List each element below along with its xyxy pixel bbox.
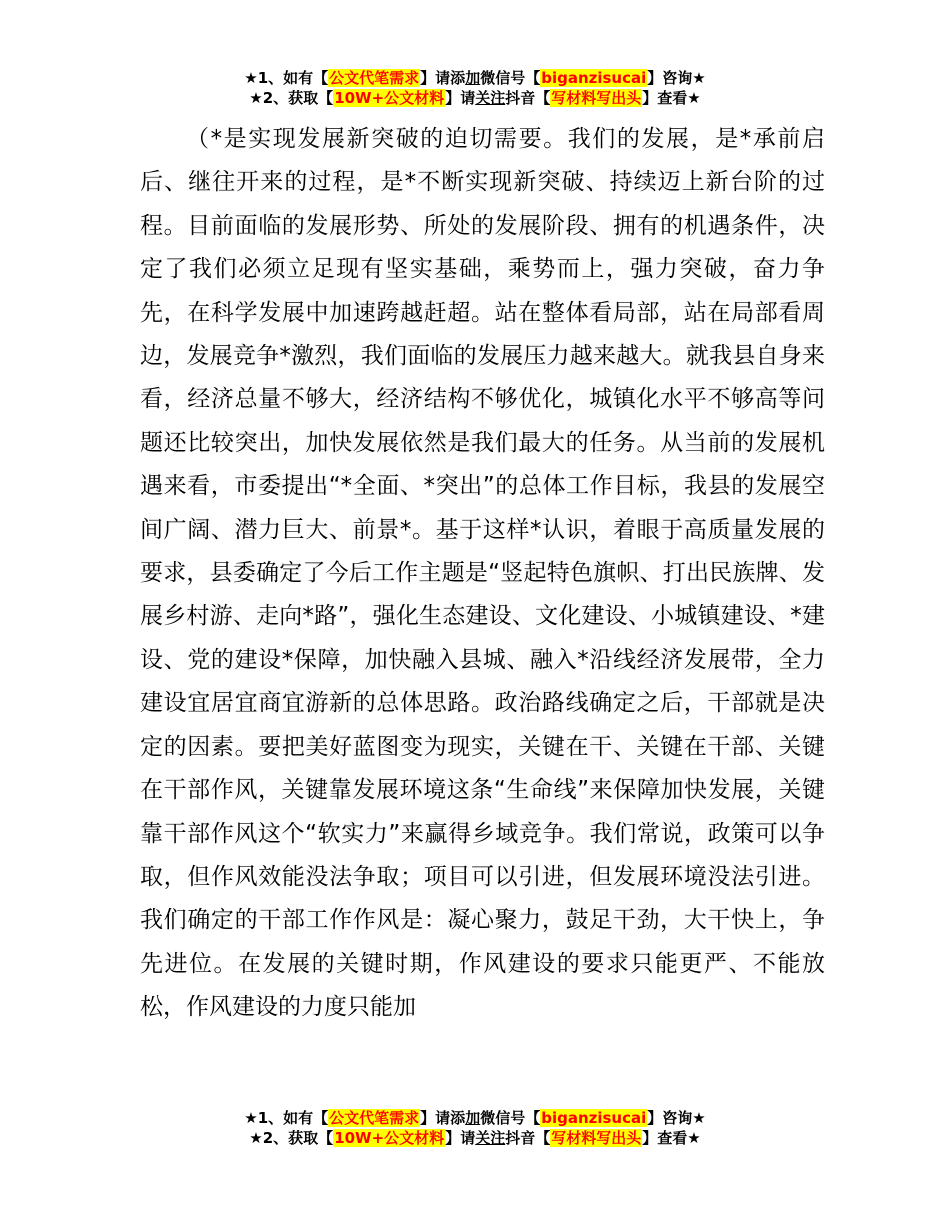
- banner-line-2-underlined: 关注: [475, 89, 506, 107]
- banner-line-2-highlight-douyin: 写材料写出头: [551, 89, 642, 107]
- footer-line-1-highlight-service: 公文代笔需求: [329, 1109, 420, 1127]
- footer-line-2-underlined: 关注: [475, 1129, 506, 1147]
- banner-line-1-suffix: 】咨询★: [647, 69, 706, 87]
- banner-line-1-prefix: ★1、如有【: [244, 69, 329, 87]
- banner-line-1: [0, 68, 950, 88]
- banner-line-1-middle-a: 】请添: [420, 69, 466, 87]
- body-paragraph: （*是实现发展新突破的迫切需要。我们的发展，是*承前启后、继往开来的过程，是*不断实现新突破、持续迈上新台阶的过程。目前面临的发展形势、所处的发展阶段、拥有的机遇条件，决定了我们必须立足现有坚实基础，乘势而上，强力突破，奋力争先，在科学发展中加速跨越赶超。站在整体看局部，站在局部看周边，发展竞争*激烈，我们面临的发展压力越来越大。就我县自身来看，经济总量不够大，经济结构不够优化，城镇化水平不够高等问题还比较突出，加快发展依然是我们最大的任务。从当前的发展机遇来看，市委提出“*全面、*突出”的总体工作目标，我县的发展空间广阔、潜力巨大、前景*。基于这样*认识，着眼于高质量发展的要求，县委确定了今后工作主题是“竖起特色旗帜、打出民族牌、发展乡村游、走向*路”，强化生态建设、文化建设、小城镇建设、*建设、党的建设*保障，加快融入县城、融入*沿线经济发展带，全力建设宜居宜商宜游新的总体思路。政治路线确定之后，干部就是决定的因素。要把美好蓝图变为现实，关键在干、关键在干部、关键在干部作风，关键靠发展环境这条“生命线”来保障加快发展，关键靠干部作风这个“软实力”来赢得乡域竞争。我们常说，政策可以争取，但作风效能没法争取；项目可以引进，但发展环境没法引进。我们确定的干部工作作风是：凝心聚力，鼓足干劲，大干快上，争先进位。在发展的关键时期，作风建设的要求只能更严、不能放松，作风建设的力度只能加: [140, 126, 825, 1021]
- footer-line-1-suffix: 】咨询★: [647, 1109, 706, 1127]
- footer-banner-line-1: [0, 1108, 950, 1128]
- footer-line-2-middle-b: 抖音【: [505, 1129, 551, 1147]
- footer-line-1-prefix: ★1、如有【: [244, 1109, 329, 1127]
- header-banner: [0, 68, 950, 108]
- footer-line-2-highlight-materials: 10W+公文材料: [334, 1129, 445, 1147]
- footer-line-2-suffix: 】查看★: [642, 1129, 701, 1147]
- footer-banner: [0, 1108, 950, 1148]
- footer-line-2-prefix: ★2、获取【: [249, 1129, 334, 1147]
- banner-line-2-prefix: ★2、获取【: [249, 89, 334, 107]
- banner-line-1-highlight-service: 公文代笔需求: [329, 69, 420, 87]
- banner-line-2: [0, 88, 950, 108]
- banner-line-1-middle-b: 微信号【: [480, 69, 541, 87]
- footer-line-1-middle-b: 微信号【: [480, 1109, 541, 1127]
- footer-line-2-middle-a: 】请: [445, 1129, 476, 1147]
- banner-line-2-highlight-materials: 10W+公文材料: [334, 89, 445, 107]
- banner-line-1-highlight-wechat-id: biganzisucai: [541, 69, 647, 87]
- footer-line-1-highlight-wechat-id: biganzisucai: [541, 1109, 647, 1127]
- banner-line-2-suffix: 】查看★: [642, 89, 701, 107]
- banner-line-2-middle-a: 】请: [445, 89, 476, 107]
- banner-line-2-middle-b: 抖音【: [505, 89, 551, 107]
- banner-line-1-underlined: 加: [465, 69, 481, 87]
- footer-line-2-highlight-douyin: 写材料写出头: [551, 1129, 642, 1147]
- footer-line-1-middle-a: 】请添: [420, 1109, 466, 1127]
- footer-banner-line-2: [0, 1128, 950, 1148]
- footer-line-1-underlined: 加: [465, 1109, 481, 1127]
